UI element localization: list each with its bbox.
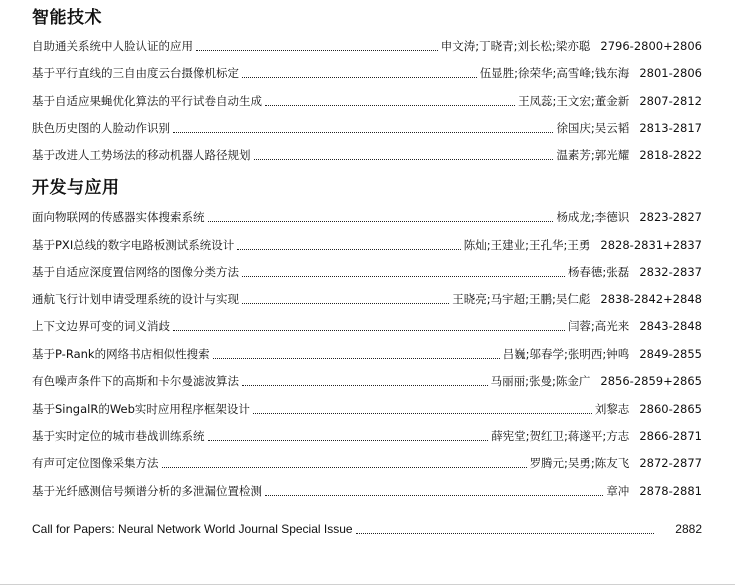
bottom-divider: [0, 584, 735, 585]
entry-authors: 陈灿;王建业;王孔华;王勇: [463, 238, 591, 252]
entry-pages: 2832-2837: [639, 265, 702, 279]
dot-leader: [173, 322, 565, 331]
entry-title: 基于SingalR的Web实时应用程序框架设计: [32, 402, 250, 416]
entry-authors: 刘黎志: [594, 402, 630, 416]
dot-leader: [254, 151, 554, 160]
entry-authors: 徐国庆;吴云韬: [556, 121, 630, 135]
entry-title: 面向物联网的传感器实体搜索系统: [32, 210, 205, 224]
entry-title: 肤色历史图的人脸动作识别: [32, 121, 170, 135]
entry-authors: 章冲: [606, 484, 630, 498]
entry-authors: 罗腾元;吴勇;陈友飞: [529, 456, 630, 470]
dot-leader: [356, 525, 655, 534]
entry-pages: 2801-2806: [639, 66, 702, 80]
entry-authors: 马丽丽;张曼;陈金广: [490, 374, 591, 388]
entry-title: 通航飞行计划申请受理系统的设计与实现: [32, 292, 239, 306]
entry-title: 基于光纤感测信号频谱分析的多泄漏位置检测: [32, 484, 262, 498]
dot-leader: [162, 459, 527, 468]
toc-entry[interactable]: [32, 120, 702, 136]
entry-pages: 2856-2859+2865: [600, 374, 702, 388]
dot-leader: [237, 241, 461, 250]
entry-authors: 伍显胜;徐荣华;高雪峰;钱东海: [479, 66, 630, 80]
toc-entry[interactable]: [32, 455, 702, 471]
dot-leader: [253, 405, 592, 414]
toc-entry[interactable]: [32, 147, 702, 163]
dot-leader: [265, 487, 603, 496]
entry-title: 有声可定位图像采集方法: [32, 456, 159, 470]
entry-authors: 闫蓉;高光来: [567, 319, 630, 333]
toc-entry[interactable]: [32, 65, 702, 81]
entry-title: 基于平行直线的三自由度云台摄像机标定: [32, 66, 239, 80]
entry-authors: 杨成龙;李德识: [556, 210, 630, 224]
entry-authors: 杨春德;张磊: [567, 265, 630, 279]
entry-pages: 2882: [675, 522, 702, 536]
entry-pages: 2823-2827: [639, 210, 702, 224]
entry-authors: 吕巍;邬春学;张明西;钟鸣: [502, 347, 630, 361]
section-title: 开发与应用: [32, 178, 120, 198]
toc-entry[interactable]: [32, 264, 702, 280]
entry-title: 基于自适应果蝇优化算法的平行试卷自动生成: [32, 94, 262, 108]
entry-pages: 2878-2881: [639, 484, 702, 498]
dot-leader: [242, 268, 565, 277]
entry-authors: 王晓亮;马宇超;王鹏;吴仁彪: [452, 292, 591, 306]
toc-entry[interactable]: [32, 373, 702, 389]
dot-leader: [242, 377, 488, 386]
entry-pages: 2866-2871: [639, 429, 702, 443]
toc-entry[interactable]: [32, 209, 702, 225]
dot-leader: [208, 213, 554, 222]
entry-title: 基于PXI总线的数字电路板测试系统设计: [32, 238, 235, 252]
dot-leader: [265, 97, 515, 106]
entry-pages: 2860-2865: [639, 402, 702, 416]
toc-entry[interactable]: [32, 318, 702, 334]
entry-pages: 2828-2831+2837: [600, 238, 702, 252]
toc-entry[interactable]: [32, 401, 702, 417]
entry-pages: 2807-2812: [639, 94, 702, 108]
dot-leader: [242, 295, 449, 304]
entry-title: 基于自适应深度置信网络的图像分类方法: [32, 265, 239, 279]
entry-pages: 2843-2848: [639, 319, 702, 333]
entry-title: 自助通关系统中人脸认证的应用: [32, 39, 193, 53]
entry-title: 有色噪声条件下的高斯和卡尔曼滤波算法: [32, 374, 239, 388]
dot-leader: [173, 124, 553, 133]
entry-pages: 2818-2822: [639, 148, 702, 162]
entry-title: 基于实时定位的城市巷战训练系统: [32, 429, 205, 443]
entry-pages: 2813-2817: [639, 121, 702, 135]
entry-authors: 薛宪堂;贺红卫;蒋遂平;方志: [491, 429, 630, 443]
call-for-papers-entry[interactable]: [32, 521, 702, 537]
toc-entry[interactable]: [32, 38, 702, 54]
entry-pages: 2849-2855: [639, 347, 702, 361]
toc-entry[interactable]: [32, 237, 702, 253]
toc-entry[interactable]: [32, 428, 702, 444]
entry-title: 上下文边界可变的词义消歧: [32, 319, 170, 333]
entry-title: 基于改进人工势场法的移动机器人路径规划: [32, 148, 251, 162]
toc-entry[interactable]: [32, 346, 702, 362]
dot-leader: [213, 350, 500, 359]
entry-authors: 温素芳;郭光耀: [556, 148, 630, 162]
section-title: 智能技术: [32, 8, 102, 28]
dot-leader: [242, 69, 477, 78]
entry-authors: 王凤蕊;王文宏;董金新: [518, 94, 630, 108]
entry-title: 基于P-Rank的网络书店相似性搜索: [32, 347, 210, 361]
entry-pages: 2796-2800+2806: [600, 39, 702, 53]
dot-leader: [208, 432, 489, 441]
entry-pages: 2838-2842+2848: [600, 292, 702, 306]
toc-entry[interactable]: [32, 93, 702, 109]
dot-leader: [196, 42, 438, 51]
entry-pages: 2872-2877: [639, 456, 702, 470]
toc-entry[interactable]: [32, 483, 702, 499]
entry-authors: 申文涛;丁晓青;刘长松;梁亦聪: [440, 39, 591, 53]
entry-title: Call for Papers: Neural Network World Journal Special Issue: [32, 522, 353, 536]
toc-entry[interactable]: [32, 291, 702, 307]
